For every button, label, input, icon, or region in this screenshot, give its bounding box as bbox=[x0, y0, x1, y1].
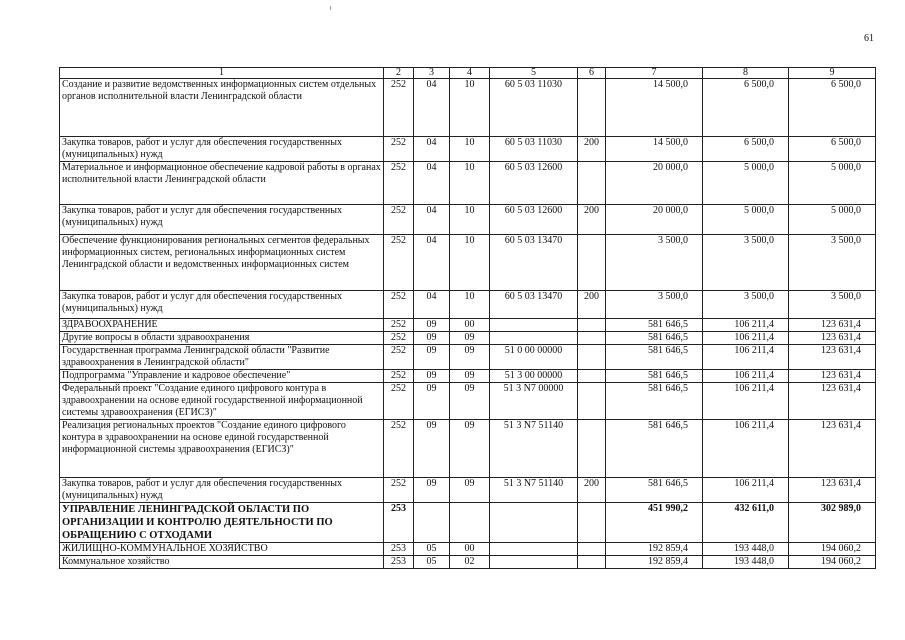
subsection-code-cell: 10 bbox=[450, 235, 490, 291]
grbs-code-cell: 252 bbox=[384, 205, 414, 235]
row-name-cell: Обеспечение функционирования региональных сегментов федеральных информационных систем, региональных информационных систем Ленинградской области и ведомственных информационных систем bbox=[60, 235, 384, 291]
amount-year1-cell: 20 000,0 bbox=[606, 205, 703, 235]
subsection-code-cell: 10 bbox=[450, 162, 490, 205]
amount-year2-cell: 6 500,0 bbox=[703, 79, 789, 137]
header-cell: 5 bbox=[490, 68, 578, 79]
amount-year1-cell: 192 859,4 bbox=[606, 543, 703, 556]
amount-year2-cell: 5 000,0 bbox=[703, 162, 789, 205]
grbs-code-cell: 252 bbox=[384, 319, 414, 332]
amount-year2-cell: 106 211,4 bbox=[703, 332, 789, 345]
expense-type-cell bbox=[578, 420, 606, 478]
amount-year3-cell: 6 500,0 bbox=[789, 137, 876, 162]
target-article-cell: 51 0 00 00000 bbox=[490, 345, 578, 370]
section-code-cell bbox=[414, 503, 450, 543]
header-cell: 6 bbox=[578, 68, 606, 79]
amount-year2-cell: 193 448,0 bbox=[703, 543, 789, 556]
table-row bbox=[60, 205, 876, 235]
amount-year2-cell: 106 211,4 bbox=[703, 319, 789, 332]
section-code-cell: 04 bbox=[414, 235, 450, 291]
table-row bbox=[60, 319, 876, 332]
header-row bbox=[60, 68, 876, 79]
amount-year1-cell: 20 000,0 bbox=[606, 162, 703, 205]
amount-year3-cell: 123 631,4 bbox=[789, 383, 876, 420]
subsection-code-cell: 09 bbox=[450, 370, 490, 383]
expense-type-cell bbox=[578, 556, 606, 569]
target-article-cell: 60 5 03 11030 bbox=[490, 79, 578, 137]
target-article-cell bbox=[490, 503, 578, 543]
grbs-code-cell: 252 bbox=[384, 291, 414, 319]
section-code-cell: 04 bbox=[414, 291, 450, 319]
table-row bbox=[60, 79, 876, 137]
section-code-cell: 04 bbox=[414, 79, 450, 137]
amount-year3-cell: 123 631,4 bbox=[789, 319, 876, 332]
amount-year3-cell: 123 631,4 bbox=[789, 420, 876, 478]
amount-year3-cell: 123 631,4 bbox=[789, 478, 876, 503]
row-name-cell: Закупка товаров, работ и услуг для обеспечения государственных (муниципальных) нужд bbox=[60, 137, 384, 162]
amount-year3-cell: 123 631,4 bbox=[789, 332, 876, 345]
section-code-cell: 09 bbox=[414, 319, 450, 332]
table-row bbox=[60, 478, 876, 503]
target-article-cell bbox=[490, 556, 578, 569]
grbs-code-cell: 252 bbox=[384, 383, 414, 420]
amount-year3-cell: 3 500,0 bbox=[789, 291, 876, 319]
grbs-code-cell: 252 bbox=[384, 79, 414, 137]
section-code-cell: 09 bbox=[414, 332, 450, 345]
grbs-code-cell: 252 bbox=[384, 345, 414, 370]
subsection-code-cell: 00 bbox=[450, 543, 490, 556]
expense-type-cell bbox=[578, 345, 606, 370]
amount-year3-cell: 194 060,2 bbox=[789, 556, 876, 569]
expense-type-cell bbox=[578, 370, 606, 383]
target-article-cell: 51 3 N7 51140 bbox=[490, 478, 578, 503]
row-name-cell: Федеральный проект "Создание единого цифрового контура в здравоохранении на основе единой государственной информационной системы здравоохранения (ЕГИСЗ)" bbox=[60, 383, 384, 420]
amount-year1-cell: 581 646,5 bbox=[606, 332, 703, 345]
expense-type-cell: 200 bbox=[578, 137, 606, 162]
grbs-code-cell: 252 bbox=[384, 420, 414, 478]
section-code-cell: 05 bbox=[414, 556, 450, 569]
subsection-code-cell: 10 bbox=[450, 205, 490, 235]
subsection-code-cell: 10 bbox=[450, 291, 490, 319]
target-article-cell: 60 5 03 13470 bbox=[490, 291, 578, 319]
section-code-cell: 09 bbox=[414, 383, 450, 420]
amount-year2-cell: 106 211,4 bbox=[703, 478, 789, 503]
target-article-cell: 51 3 N7 51140 bbox=[490, 420, 578, 478]
header-cell: 7 bbox=[606, 68, 703, 79]
table-row bbox=[60, 162, 876, 205]
row-name-cell: Реализация региональных проектов "Создание единого цифрового контура в здравоохранении на основе единой государственной информационной системы здравоохранения (ЕГИСЗ)" bbox=[60, 420, 384, 478]
section-code-cell: 04 bbox=[414, 137, 450, 162]
subsection-code-cell bbox=[450, 503, 490, 543]
budget-table bbox=[59, 67, 876, 569]
row-name-cell: УПРАВЛЕНИЕ ЛЕНИНГРАДСКОЙ ОБЛАСТИ ПО ОРГАНИЗАЦИИ И КОНТРОЛЮ ДЕЯТЕЛЬНОСТИ ПО ОБРАЩЕНИЮ С ОТХОДАМИ bbox=[60, 503, 384, 543]
section-code-cell: 09 bbox=[414, 345, 450, 370]
subsection-code-cell: 10 bbox=[450, 137, 490, 162]
expense-type-cell bbox=[578, 332, 606, 345]
table-row bbox=[60, 332, 876, 345]
row-name-cell: Государственная программа Ленинградской области "Развитие здравоохранения в Ленинградской области" bbox=[60, 345, 384, 370]
header-cell: 2 bbox=[384, 68, 414, 79]
table-body bbox=[60, 68, 876, 569]
grbs-code-cell: 253 bbox=[384, 543, 414, 556]
table-row bbox=[60, 543, 876, 556]
amount-year2-cell: 106 211,4 bbox=[703, 420, 789, 478]
expense-type-cell bbox=[578, 543, 606, 556]
amount-year3-cell: 5 000,0 bbox=[789, 162, 876, 205]
subsection-code-cell: 10 bbox=[450, 79, 490, 137]
grbs-code-cell: 252 bbox=[384, 137, 414, 162]
expense-type-cell bbox=[578, 162, 606, 205]
amount-year3-cell: 6 500,0 bbox=[789, 79, 876, 137]
amount-year1-cell: 581 646,5 bbox=[606, 319, 703, 332]
grbs-code-cell: 252 bbox=[384, 370, 414, 383]
row-name-cell: Закупка товаров, работ и услуг для обеспечения государственных (муниципальных) нужд bbox=[60, 205, 384, 235]
amount-year1-cell: 3 500,0 bbox=[606, 291, 703, 319]
table-row bbox=[60, 235, 876, 291]
subsection-code-cell: 00 bbox=[450, 319, 490, 332]
table-row bbox=[60, 383, 876, 420]
amount-year2-cell: 193 448,0 bbox=[703, 556, 789, 569]
amount-year1-cell: 3 500,0 bbox=[606, 235, 703, 291]
amount-year2-cell: 106 211,4 bbox=[703, 370, 789, 383]
header-cell: 1 bbox=[60, 68, 384, 79]
amount-year2-cell: 106 211,4 bbox=[703, 345, 789, 370]
amount-year1-cell: 14 500,0 bbox=[606, 137, 703, 162]
header-cell: 8 bbox=[703, 68, 789, 79]
target-article-cell: 51 3 N7 00000 bbox=[490, 383, 578, 420]
amount-year2-cell: 432 611,0 bbox=[703, 503, 789, 543]
section-code-cell: 09 bbox=[414, 370, 450, 383]
amount-year1-cell: 581 646,5 bbox=[606, 420, 703, 478]
amount-year2-cell: 5 000,0 bbox=[703, 205, 789, 235]
amount-year3-cell: 123 631,4 bbox=[789, 370, 876, 383]
subsection-code-cell: 09 bbox=[450, 383, 490, 420]
page-number: 61 bbox=[864, 33, 874, 44]
amount-year3-cell: 5 000,0 bbox=[789, 205, 876, 235]
amount-year3-cell: 3 500,0 bbox=[789, 235, 876, 291]
target-article-cell bbox=[490, 332, 578, 345]
subsection-code-cell: 09 bbox=[450, 332, 490, 345]
header-cell: 3 bbox=[414, 68, 450, 79]
expense-type-cell: 200 bbox=[578, 205, 606, 235]
amount-year2-cell: 106 211,4 bbox=[703, 383, 789, 420]
target-article-cell: 60 5 03 13470 bbox=[490, 235, 578, 291]
amount-year1-cell: 451 990,2 bbox=[606, 503, 703, 543]
expense-type-cell bbox=[578, 383, 606, 420]
amount-year2-cell: 3 500,0 bbox=[703, 235, 789, 291]
expense-type-cell bbox=[578, 503, 606, 543]
expense-type-cell bbox=[578, 235, 606, 291]
section-code-cell: 05 bbox=[414, 543, 450, 556]
row-name-cell: Материальное и информационное обеспечение кадровой работы в органах исполнительной власти Ленинградской области bbox=[60, 162, 384, 205]
grbs-code-cell: 252 bbox=[384, 332, 414, 345]
table-row bbox=[60, 420, 876, 478]
amount-year1-cell: 581 646,5 bbox=[606, 478, 703, 503]
table-row bbox=[60, 556, 876, 569]
expense-type-cell: 200 bbox=[578, 478, 606, 503]
amount-year1-cell: 581 646,5 bbox=[606, 370, 703, 383]
target-article-cell: 60 5 03 12600 bbox=[490, 162, 578, 205]
section-code-cell: 09 bbox=[414, 478, 450, 503]
grbs-code-cell: 252 bbox=[384, 162, 414, 205]
table-row bbox=[60, 370, 876, 383]
grbs-code-cell: 253 bbox=[384, 556, 414, 569]
amount-year2-cell: 6 500,0 bbox=[703, 137, 789, 162]
section-code-cell: 04 bbox=[414, 162, 450, 205]
grbs-code-cell: 252 bbox=[384, 478, 414, 503]
amount-year1-cell: 14 500,0 bbox=[606, 79, 703, 137]
expense-type-cell bbox=[578, 79, 606, 137]
target-article-cell: 60 5 03 11030 bbox=[490, 137, 578, 162]
row-name-cell: Закупка товаров, работ и услуг для обеспечения государственных (муниципальных) нужд bbox=[60, 478, 384, 503]
expense-type-cell: 200 bbox=[578, 291, 606, 319]
target-article-cell: 60 5 03 12600 bbox=[490, 205, 578, 235]
row-name-cell: ЗДРАВООХРАНЕНИЕ bbox=[60, 319, 384, 332]
row-name-cell: Другие вопросы в области здравоохранения bbox=[60, 332, 384, 345]
grbs-code-cell: 252 bbox=[384, 235, 414, 291]
subsection-code-cell: 02 bbox=[450, 556, 490, 569]
header-cell: 4 bbox=[450, 68, 490, 79]
table-row bbox=[60, 291, 876, 319]
amount-year2-cell: 3 500,0 bbox=[703, 291, 789, 319]
subsection-code-cell: 09 bbox=[450, 478, 490, 503]
expense-type-cell bbox=[578, 319, 606, 332]
row-name-cell: Создание и развитие ведомственных информационных систем отдельных органов исполнительной власти Ленинградской области bbox=[60, 79, 384, 137]
target-article-cell: 51 3 00 00000 bbox=[490, 370, 578, 383]
section-code-cell: 04 bbox=[414, 205, 450, 235]
section-code-cell: 09 bbox=[414, 420, 450, 478]
scan-mark bbox=[330, 6, 331, 10]
table-row bbox=[60, 503, 876, 543]
target-article-cell bbox=[490, 319, 578, 332]
row-name-cell: Подпрограмма "Управление и кадровое обеспечение" bbox=[60, 370, 384, 383]
row-name-cell: Закупка товаров, работ и услуг для обеспечения государственных (муниципальных) нужд bbox=[60, 291, 384, 319]
amount-year3-cell: 302 989,0 bbox=[789, 503, 876, 543]
table-row bbox=[60, 137, 876, 162]
amount-year3-cell: 194 060,2 bbox=[789, 543, 876, 556]
amount-year1-cell: 192 859,4 bbox=[606, 556, 703, 569]
subsection-code-cell: 09 bbox=[450, 420, 490, 478]
row-name-cell: ЖИЛИЩНО-КОММУНАЛЬНОЕ ХОЗЯЙСТВО bbox=[60, 543, 384, 556]
amount-year1-cell: 581 646,5 bbox=[606, 383, 703, 420]
target-article-cell bbox=[490, 543, 578, 556]
grbs-code-cell: 253 bbox=[384, 503, 414, 543]
header-cell: 9 bbox=[789, 68, 876, 79]
row-name-cell: Коммунальное хозяйство bbox=[60, 556, 384, 569]
table-row bbox=[60, 345, 876, 370]
amount-year3-cell: 123 631,4 bbox=[789, 345, 876, 370]
amount-year1-cell: 581 646,5 bbox=[606, 345, 703, 370]
subsection-code-cell: 09 bbox=[450, 345, 490, 370]
